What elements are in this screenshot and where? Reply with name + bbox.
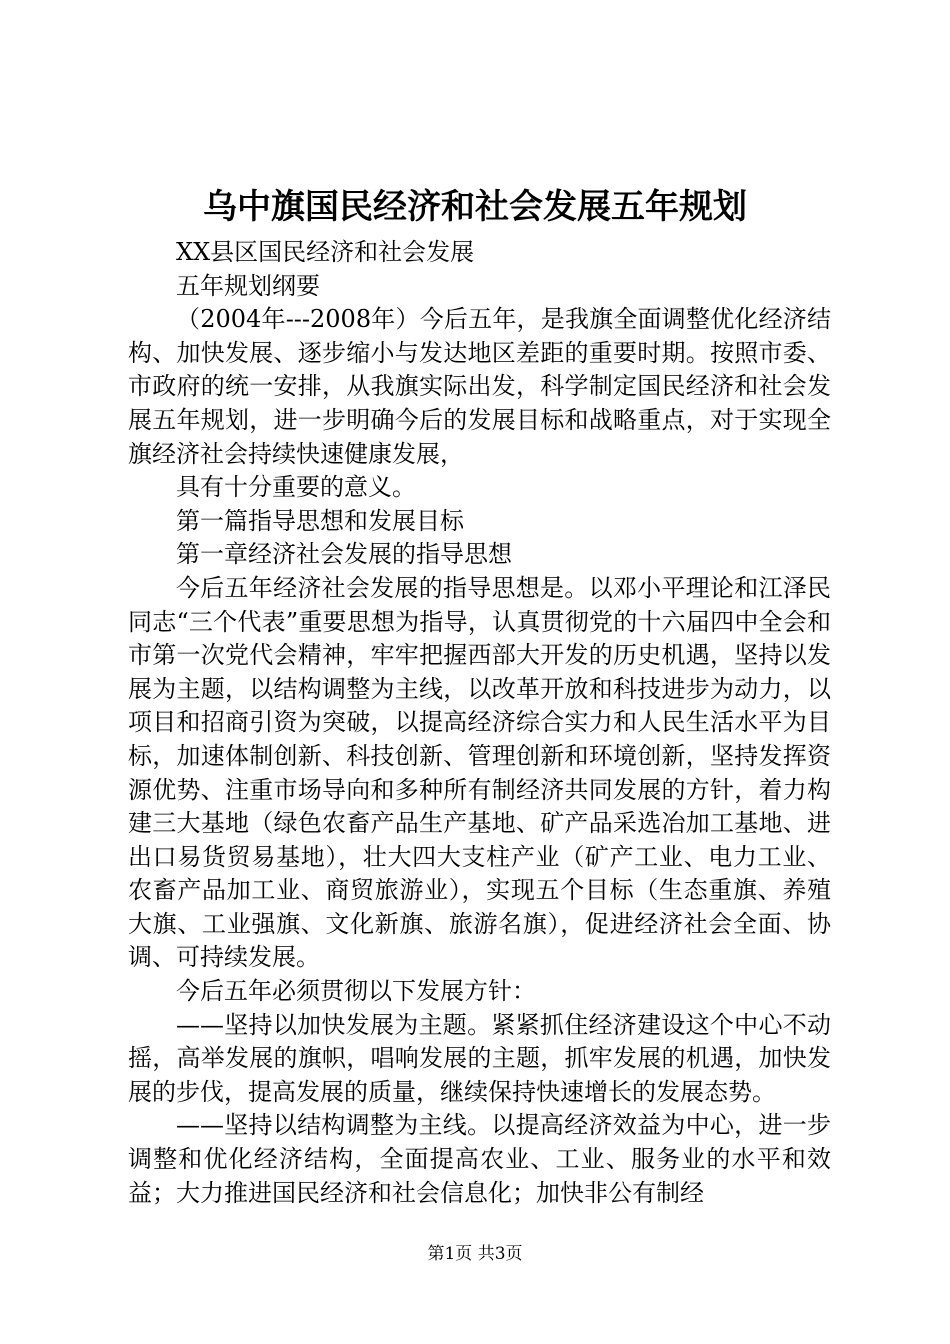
- section-heading: 第一篇指导思想和发展目标: [176, 506, 464, 535]
- paragraph: 五年规划纲要: [176, 271, 320, 300]
- paragraph: ——坚持以加快发展为主题。紧紧抓住经济建设这个中心不动摇，高举发展的旗帜，唱响发展的主题，抓牢发展的机遇，加快发展的步伐，提高发展的质量，继续保持快速增长的发展态势。: [128, 1010, 831, 1106]
- paragraph: XX县区国民经济和社会发展: [176, 238, 475, 266]
- chapter-heading: 第一章经济社会发展的指导思想: [176, 540, 512, 569]
- paragraph: （2004年---2008年）今后五年，是我旗全面调整优化经济结构、加快发展、逐步缩小与发达地区差距的重要时期。按照市委、市政府的统一安排，从我旗实际出发，科学制定国民经济和社会发展五年规划，进一步明确今后的发展目标和战略重点，对于实现全旗经济社会持续快速健康发展，: [128, 305, 831, 468]
- page-footer: 第1页 共3页: [427, 1244, 523, 1264]
- paragraph: ——坚持以结构调整为主线。以提高经济效益为中心，进一步调整和优化经济结构，全面提高农业、工业、服务业的水平和效益；大力推进国民经济和社会信息化；加快非公有制经: [128, 1111, 831, 1207]
- paragraph: 今后五年经济社会发展的指导思想是。以邓小平理论和江泽民同志“三个代表”重要思想为指导，认真贯彻党的十六届四中全会和市第一次党代会精神，牢牢把握西部大开发的历史机遇，坚持以发展为主题，以结构调整为主线，以改革开放和科技进步为动力，以项目和招商引资为突破，以提高经济综合实力和人民生活水平为目标，加速体制创新、科技创新、管理创新和环境创新，坚持发挥资源优势、注重市场导向和多种所有制经济共同发展的方针，着力构建三大基地（绿色农畜产品生产基地、矿产品采选冶加工基地、进出口易货贸易基地），壮大四大支柱产业（矿产工业、电力工业、农畜产品加工业、商贸旅游业），实现五个目标（生态重旗、养殖大旗、工业强旗、文化新旗、旅游名旗），促进经济社会全面、协调、可持续发展。: [128, 573, 831, 972]
- document-title: 乌中旗国民经济和社会发展五年规划: [203, 187, 747, 227]
- paragraph: 具有十分重要的意义。: [176, 473, 416, 502]
- document-body: [128, 236, 831, 1210]
- paragraph: 今后五年必须贯彻以下发展方针：: [176, 977, 536, 1006]
